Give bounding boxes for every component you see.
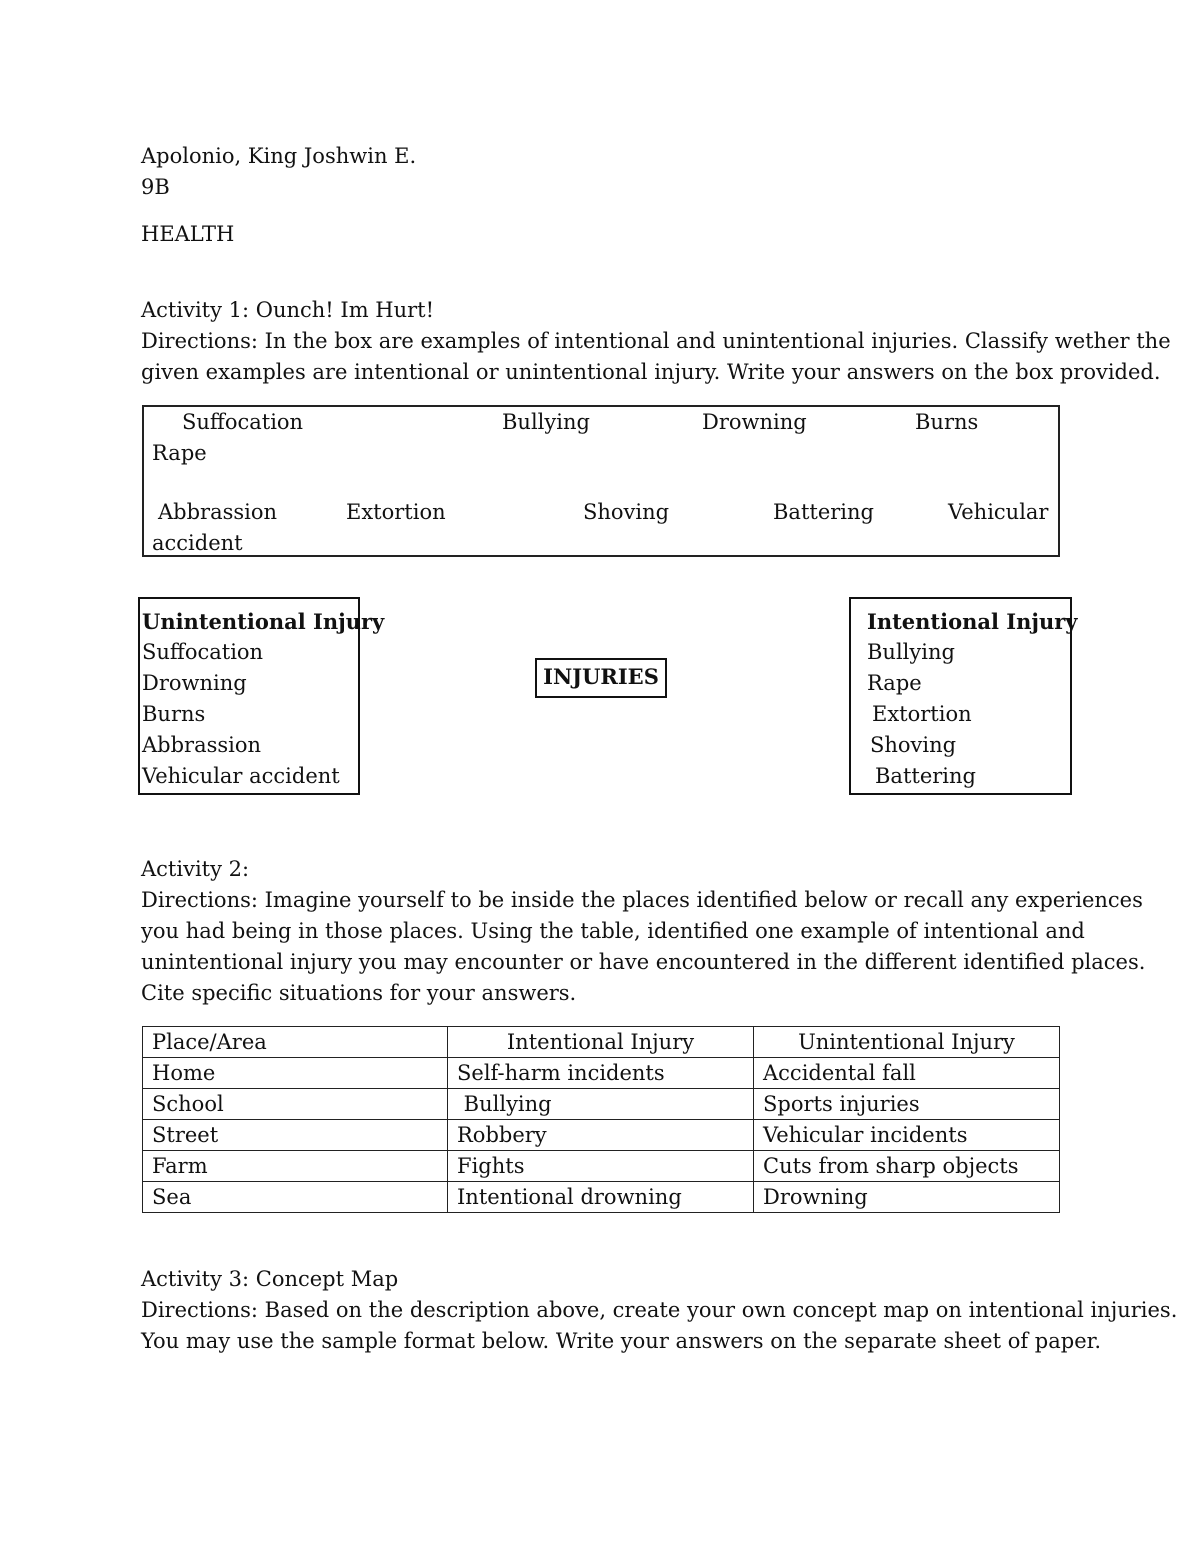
intentional-heading: Intentional Injury xyxy=(867,609,1078,634)
intentional-item: Bullying xyxy=(867,640,955,664)
cell-place: School xyxy=(143,1089,448,1120)
activity3-directions-line1: Directions: Based on the description above, create your own concept map on intentional injuries. xyxy=(141,1298,1178,1322)
header-intentional: Intentional Injury xyxy=(448,1027,754,1058)
table-row xyxy=(143,1089,1060,1120)
example-drowning: Drowning xyxy=(702,410,807,434)
unintentional-item: Drowning xyxy=(142,671,247,695)
cell-unintentional: Vehicular incidents xyxy=(754,1120,1060,1151)
unintentional-item: Abbrassion xyxy=(142,733,262,757)
activity2-title: Activity 2: xyxy=(141,857,250,881)
table-row xyxy=(143,1182,1060,1213)
table-header-row xyxy=(143,1027,1060,1058)
unintentional-heading: Unintentional Injury xyxy=(142,609,385,634)
activity2-directions-line: you had being in those places. Using the table, identified one example of intentional and xyxy=(141,919,1085,943)
header-unintentional: Unintentional Injury xyxy=(754,1027,1060,1058)
intentional-item: Extortion xyxy=(872,702,972,726)
cell-place: Farm xyxy=(143,1151,448,1182)
activity2-directions-line: Directions: Imagine yourself to be inside the places identified below or recall any experiences xyxy=(141,888,1143,912)
intentional-injury-box xyxy=(849,597,1078,795)
unintentional-injury-box xyxy=(138,597,385,795)
cell-place: Street xyxy=(143,1120,448,1151)
intentional-item: Shoving xyxy=(870,733,957,757)
example-shoving: Shoving xyxy=(583,500,670,524)
injuries-label: INJURIES xyxy=(543,664,659,689)
example-burns: Burns xyxy=(915,410,979,434)
activity2-directions-line: unintentional injury you may encounter or have encountered in the different identified places. xyxy=(141,950,1146,974)
example-abbrassion: Abbrassion xyxy=(158,500,278,524)
example-battering: Battering xyxy=(773,500,874,524)
examples-box xyxy=(142,405,1060,557)
example-vehicular: Vehicular xyxy=(948,500,1049,524)
activity1-title: Activity 1: Ounch! Im Hurt! xyxy=(141,298,435,322)
student-name: Apolonio, King Joshwin E. xyxy=(141,144,417,168)
injuries-center-box xyxy=(535,658,667,698)
activity2-directions-line: Cite specific situations for your answers. xyxy=(141,981,577,1005)
activity1-directions-line1: Directions: In the box are examples of intentional and unintentional injuries. Classify wether the xyxy=(141,329,1171,353)
unintentional-item: Suffocation xyxy=(142,640,264,664)
activity3-title: Activity 3: Concept Map xyxy=(141,1267,399,1291)
cell-place: Sea xyxy=(143,1182,448,1213)
example-accident: accident xyxy=(152,531,243,555)
activity1-directions-line2: given examples are intentional or unintentional injury. Write your answers on the box provided. xyxy=(141,360,1161,384)
cell-place: Home xyxy=(143,1058,448,1089)
cell-unintentional: Drowning xyxy=(754,1182,1060,1213)
cell-intentional: Robbery xyxy=(448,1120,754,1151)
cell-intentional: Intentional drowning xyxy=(448,1182,754,1213)
places-injury-table xyxy=(142,1026,1060,1213)
subject-title: HEALTH xyxy=(141,222,235,246)
cell-unintentional: Accidental fall xyxy=(754,1058,1060,1089)
intentional-item: Battering xyxy=(875,764,976,788)
student-section: 9B xyxy=(141,175,170,199)
example-suffocation: Suffocation xyxy=(182,410,304,434)
header-place: Place/Area xyxy=(143,1027,448,1058)
table-row xyxy=(143,1058,1060,1089)
table-row xyxy=(143,1120,1060,1151)
example-rape: Rape xyxy=(152,441,207,465)
cell-intentional: Self-harm incidents xyxy=(448,1058,754,1089)
example-extortion: Extortion xyxy=(346,500,446,524)
cell-unintentional: Cuts from sharp objects xyxy=(754,1151,1060,1182)
activity3-directions-line2: You may use the sample format below. Write your answers on the separate sheet of paper. xyxy=(141,1329,1102,1353)
cell-unintentional: Sports injuries xyxy=(754,1089,1060,1120)
table-row xyxy=(143,1151,1060,1182)
cell-intentional: Bullying xyxy=(448,1089,754,1120)
unintentional-item: Vehicular accident xyxy=(142,764,340,788)
cell-intentional: Fights xyxy=(448,1151,754,1182)
intentional-item: Rape xyxy=(867,671,922,695)
example-bullying: Bullying xyxy=(502,410,590,434)
unintentional-item: Burns xyxy=(142,702,206,726)
